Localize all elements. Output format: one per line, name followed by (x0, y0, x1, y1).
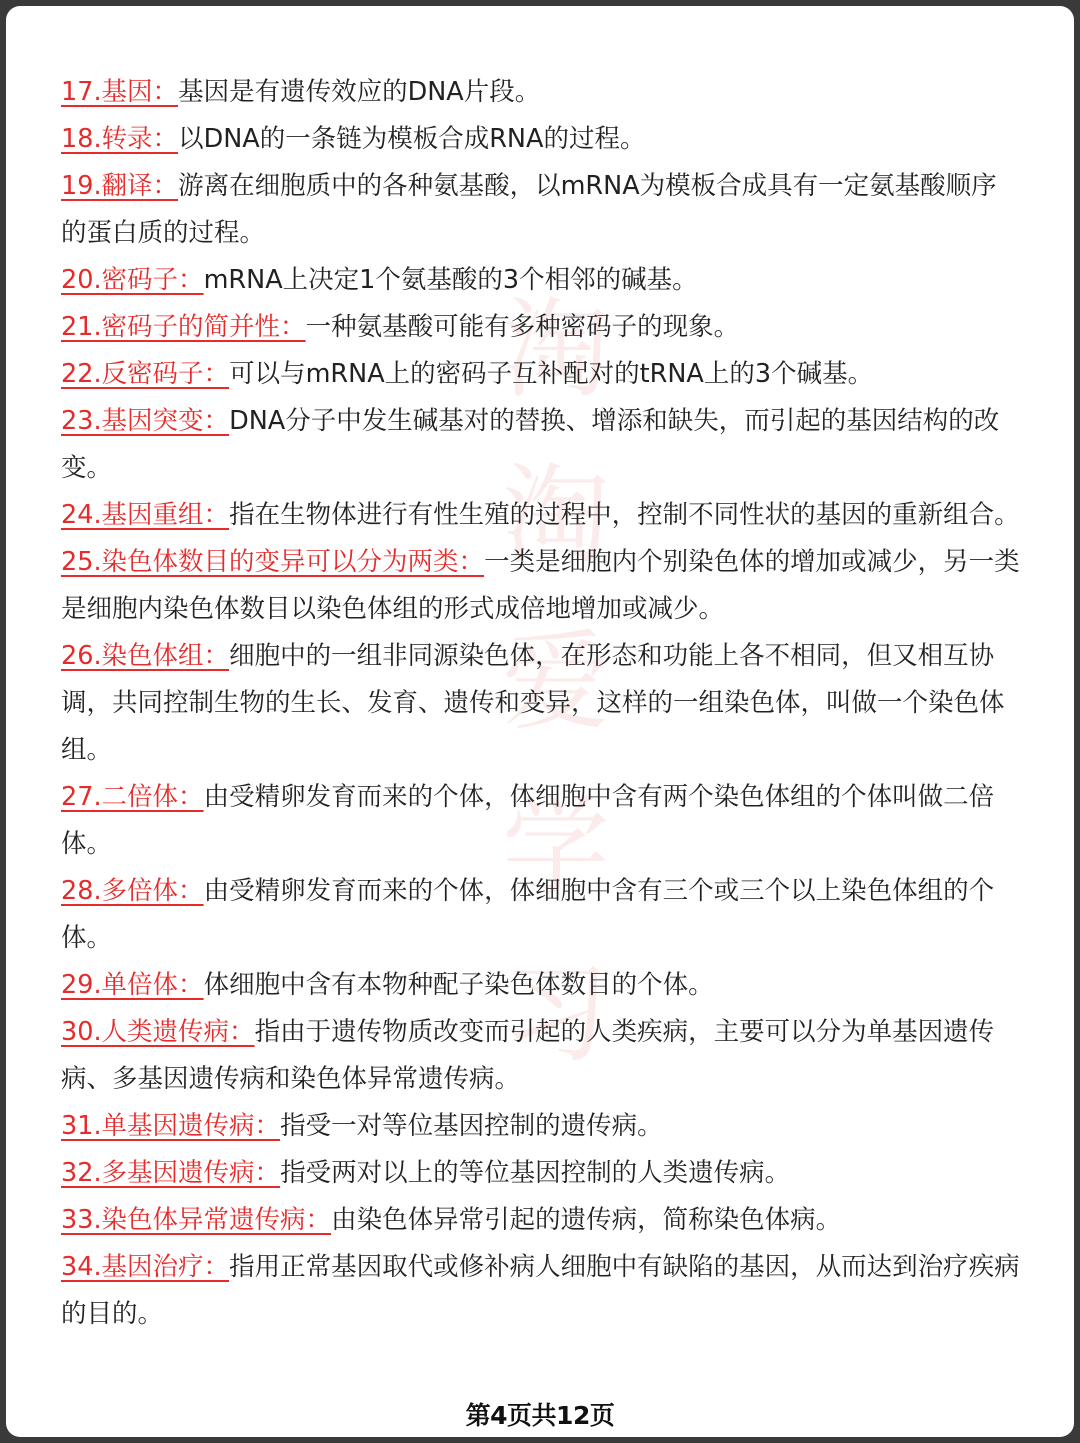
definition-text: 指用正常基因取代或修补病人细胞中有缺陷的基因，从而达到治疗疾病的目的。 (61, 1252, 1020, 1329)
definition-entry (61, 1197, 1021, 1244)
definition-entry (61, 257, 1021, 304)
document-page (6, 6, 1074, 1437)
definition-text: 可以与mRNA上的密码子互补配对的tRNA上的3个碱基。 (229, 359, 874, 389)
term-label: 17.基因： (61, 77, 179, 107)
definition-entry (61, 1244, 1021, 1338)
term-label: 21.密码子的简并性： (61, 312, 306, 342)
term-label: 33.染色体异常遗传病： (61, 1205, 332, 1235)
definitions-list (61, 69, 1021, 1338)
term-label: 25.染色体数目的变异可以分为两类： (61, 547, 485, 577)
definition-text: 由染色体异常引起的遗传病，简称染色体病。 (331, 1205, 842, 1235)
definition-text: 以DNA的一条链为模板合成RNA的过程。 (178, 124, 646, 154)
watermark-char: 习 (501, 952, 610, 1077)
definition-text: DNA分子中发生碱基对的替换、增添和缺失，而引起的基因结构的改变。 (61, 406, 1000, 483)
term-label: 32.多基因遗传病： (61, 1158, 281, 1188)
definition-text: 体细胞中含有本物种配子染色体数目的个体。 (203, 970, 714, 1000)
definition-entry (61, 1150, 1021, 1197)
term-label: 26.染色体组： (61, 641, 230, 671)
term-label: 34.基因治疗： (61, 1252, 230, 1282)
definition-entry (61, 1009, 1021, 1103)
term-label: 23.基因突变： (61, 406, 230, 436)
definition-text: 由受精卵发育而来的个体，体细胞中含有两个染色体组的个体叫做二倍体。 (61, 782, 995, 859)
definition-entry (61, 116, 1021, 163)
term-label: 22.反密码子： (61, 359, 230, 389)
watermark-char: 淘 (501, 454, 610, 579)
definition-entry (61, 304, 1021, 351)
term-label: 20.密码子： (61, 265, 204, 295)
definition-text: 指在生物体进行有性生殖的过程中，控制不同性状的基因的重新组合。 (229, 500, 1020, 530)
definition-entry (61, 539, 1021, 633)
definition-entry (61, 962, 1021, 1009)
page-number: 第4页共12页 (465, 1401, 615, 1430)
definition-entry (61, 492, 1021, 539)
watermark-char: 淘 (501, 288, 610, 413)
watermark-char: 学 (501, 786, 610, 911)
term-label: 31.单基因遗传病： (61, 1111, 281, 1141)
term-label: 28.多倍体： (61, 876, 204, 906)
definition-entry (61, 633, 1021, 774)
definition-text: 指由于遗传物质改变而引起的人类疾病，主要可以分为单基因遗传病、多基因遗传病和染色体异常遗传病。 (61, 1017, 995, 1094)
definition-entry (61, 163, 1021, 257)
definition-text: 由受精卵发育而来的个体，体细胞中含有三个或三个以上染色体组的个体。 (61, 876, 995, 953)
term-label: 30.人类遗传病： (61, 1017, 255, 1047)
definition-entry (61, 1103, 1021, 1150)
definition-text: 细胞中的一组非同源染色体，在形态和功能上各不相同，但又相互协调，共同控制生物的生长、发育、遗传和变异，这样的一组染色体，叫做一个染色体组。 (61, 641, 1005, 765)
definition-entry (61, 351, 1021, 398)
definition-text: 一类是细胞内个别染色体的增加或减少，另一类是细胞内染色体数目以染色体组的形式成倍地增加或减少。 (61, 547, 1020, 624)
term-label: 29.单倍体： (61, 970, 204, 1000)
watermark-char: 爱 (501, 620, 610, 745)
term-label: 27.二倍体： (61, 782, 204, 812)
definition-entry (61, 868, 1021, 962)
definition-text: 一种氨基酸可能有多种密码子的现象。 (305, 312, 740, 342)
term-label: 18.转录： (61, 124, 179, 154)
definition-entry (61, 69, 1021, 116)
term-label: 19.翻译： (61, 171, 179, 201)
term-label: 24.基因重组： (61, 500, 230, 530)
definition-text: mRNA上决定1个氨基酸的3个相邻的碱基。 (203, 265, 698, 295)
definition-entry (61, 774, 1021, 868)
definition-text: 指受两对以上的等位基因控制的人类遗传病。 (280, 1158, 791, 1188)
definition-text: 游离在细胞质中的各种氨基酸，以mRNA为模板合成具有一定氨基酸顺序的蛋白质的过程。 (61, 171, 997, 248)
definition-text: 基因是有遗传效应的DNA片段。 (178, 77, 541, 107)
definition-entry (61, 398, 1021, 492)
definition-text: 指受一对等位基因控制的遗传病。 (280, 1111, 663, 1141)
